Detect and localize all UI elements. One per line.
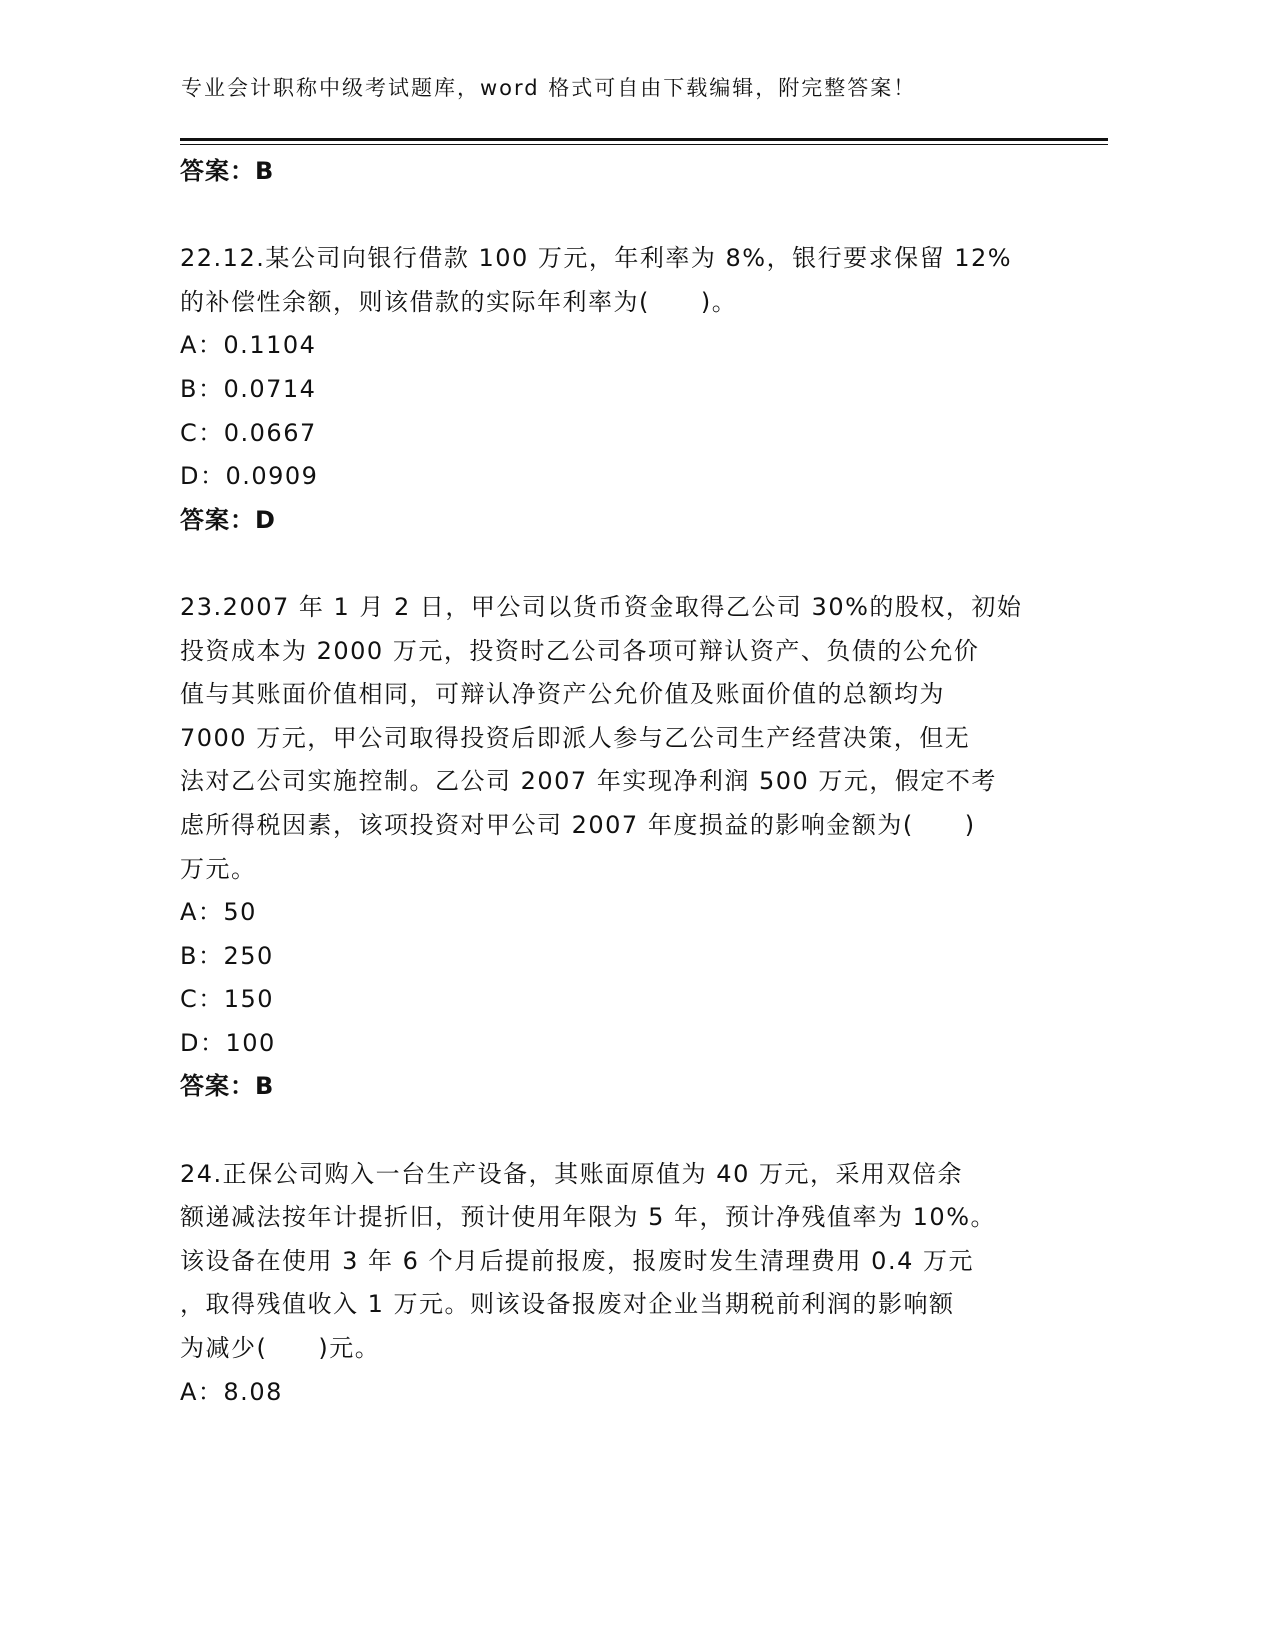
- option-line: C：0.0667: [180, 418, 317, 447]
- question-line: 23.2007 年 1 月 2 日，甲公司以货币资金取得乙公司 30%的股权，初始: [180, 592, 1023, 621]
- question-line: 该设备在使用 3 年 6 个月后提前报废，报废时发生清理费用 0.4 万元: [180, 1246, 974, 1275]
- paragraph-gap: [180, 542, 1040, 586]
- option-line: A：0.1104: [180, 331, 317, 360]
- header-text: 专业会计职称中级考试题库，word 格式可自由下载编辑，附完整答案！: [181, 76, 917, 100]
- question-line: 22.12.某公司向银行借款 100 万元，年利率为 8%，银行要求保留 12%: [180, 244, 1013, 273]
- answer-line: 答案：B: [180, 1072, 275, 1101]
- answer-line: 答案：D: [180, 505, 276, 534]
- question-line: ，取得残值收入 1 万元。则该设备报废对企业当期税前利润的影响额: [180, 1290, 955, 1319]
- question-line: 额递减法按年计提折旧，预计使用年限为 5 年，预计净残值率为 10%。: [180, 1203, 996, 1232]
- header-rule-thin: [180, 144, 1108, 145]
- question-line: 万元。: [180, 854, 257, 883]
- option-line: A：50: [180, 898, 257, 927]
- question-line: 的补偿性余额，则该借款的实际年利率为( )。: [180, 287, 738, 316]
- option-line: A：8.08: [180, 1377, 283, 1406]
- option-line: B：250: [180, 941, 274, 970]
- question-line: 为减少( )元。: [180, 1334, 381, 1363]
- question-line: 值与其账面价值相同，可辩认净资产公允价值及账面价值的总额均为: [180, 680, 945, 709]
- question-line: 7000 万元，甲公司取得投资后即派人参与乙公司生产经营决策，但无: [180, 723, 971, 752]
- option-line: B：0.0714: [180, 374, 317, 403]
- header-rule-thick: [180, 138, 1108, 141]
- option-line: D：100: [180, 1028, 276, 1057]
- question-line: 24.正保公司购入一台生产设备，其账面原值为 40 万元，采用双倍余: [180, 1159, 963, 1188]
- paragraph-gap: [180, 194, 1040, 238]
- document-body: [180, 150, 1040, 1414]
- question-line: 投资成本为 2000 万元，投资时乙公司各项可辩认资产、负债的公允价: [180, 636, 980, 665]
- question-line: 虑所得税因素，该项投资对甲公司 2007 年度损益的影响金额为( ): [180, 810, 976, 839]
- paragraph-gap: [180, 1109, 1040, 1153]
- question-line: 法对乙公司实施控制。乙公司 2007 年实现净利润 500 万元，假定不考: [180, 767, 997, 796]
- answer-line: 答案：B: [180, 157, 275, 185]
- option-line: D：0.0909: [180, 462, 319, 491]
- option-line: C：150: [180, 985, 275, 1014]
